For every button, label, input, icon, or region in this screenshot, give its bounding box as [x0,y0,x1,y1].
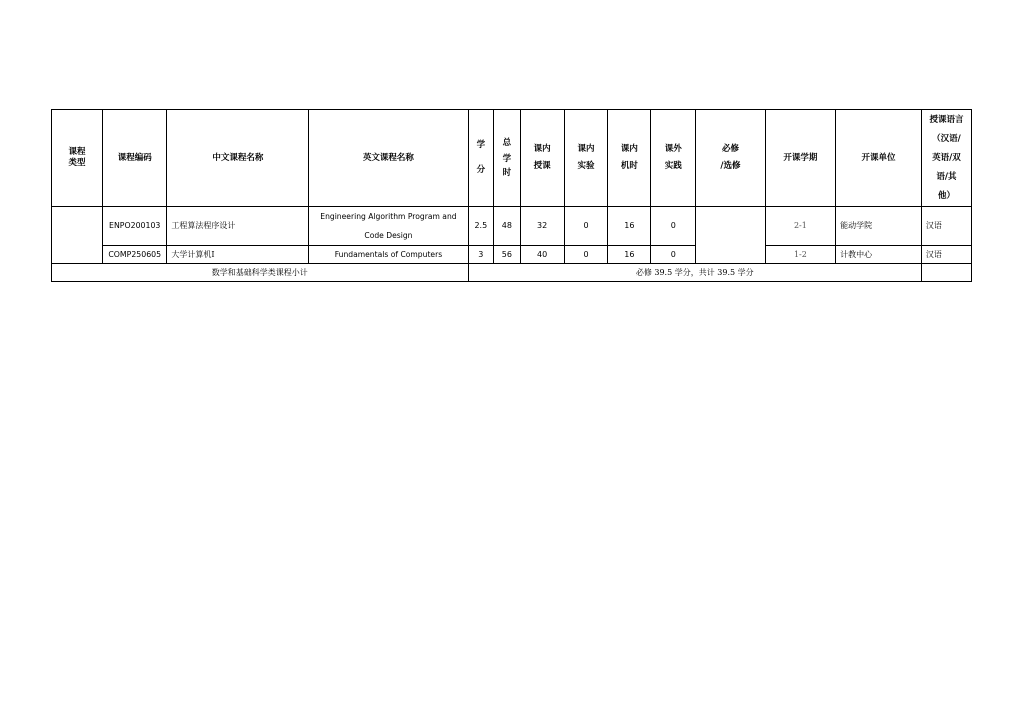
course-credits: 3 [468,246,494,264]
course-cn-name: 大学计算机Ⅰ [167,246,309,264]
course-lecture: 40 [520,246,564,264]
subtotal-language-empty [921,264,971,282]
course-code: ENPO200103 [103,207,167,246]
header-lab: 课内 实验 [564,110,608,207]
header-lecture: 课内 授课 [520,110,564,207]
course-practice: 0 [651,246,696,264]
course-code: COMP250605 [103,246,167,264]
header-en-name: 英文课程名称 [309,110,468,207]
header-computer: 课内 机时 [608,110,651,207]
course-en-name: Engineering Algorithm Program and Code Design [309,207,468,246]
course-hours: 56 [494,246,521,264]
course-computer: 16 [608,207,651,246]
header-credits: 学 分 [468,110,494,207]
header-cn-name: 中文课程名称 [167,110,309,207]
course-semester: 1-2 [765,246,835,264]
course-lab: 0 [564,246,608,264]
course-language: 汉语 [921,246,971,264]
course-type-cell [52,207,103,264]
header-dept: 开课单位 [836,110,922,207]
course-dept: 计教中心 [836,246,922,264]
course-computer: 16 [608,246,651,264]
course-dept: 能动学院 [836,207,922,246]
subtotal-row [52,264,972,282]
table-row [52,246,972,264]
course-table [51,109,972,282]
course-practice: 0 [651,207,696,246]
course-lab: 0 [564,207,608,246]
header-required: 必修 /选修 [696,110,765,207]
header-course-code: 课程编码 [103,110,167,207]
table-row [52,207,972,246]
header-course-type: 课程 类型 [52,110,103,207]
course-language: 汉语 [921,207,971,246]
subtotal-label: 数学和基础科学类课程小计 [52,264,469,282]
course-credits: 2.5 [468,207,494,246]
header-practice: 课外 实践 [651,110,696,207]
course-hours: 48 [494,207,521,246]
header-language: 授课语言 （汉语/ 英语/双 语/其 他） [921,110,971,207]
course-cn-name: 工程算法程序设计 [167,207,309,246]
course-en-name: Fundamentals of Computers [309,246,468,264]
course-lecture: 32 [520,207,564,246]
course-semester: 2-1 [765,207,835,246]
header-semester: 开课学期 [765,110,835,207]
header-row [52,110,972,207]
header-total-hours: 总 学 时 [494,110,521,207]
required-cell [696,207,765,264]
subtotal-text: 必修 39.5 学分，共计 39.5 学分 [468,264,921,282]
